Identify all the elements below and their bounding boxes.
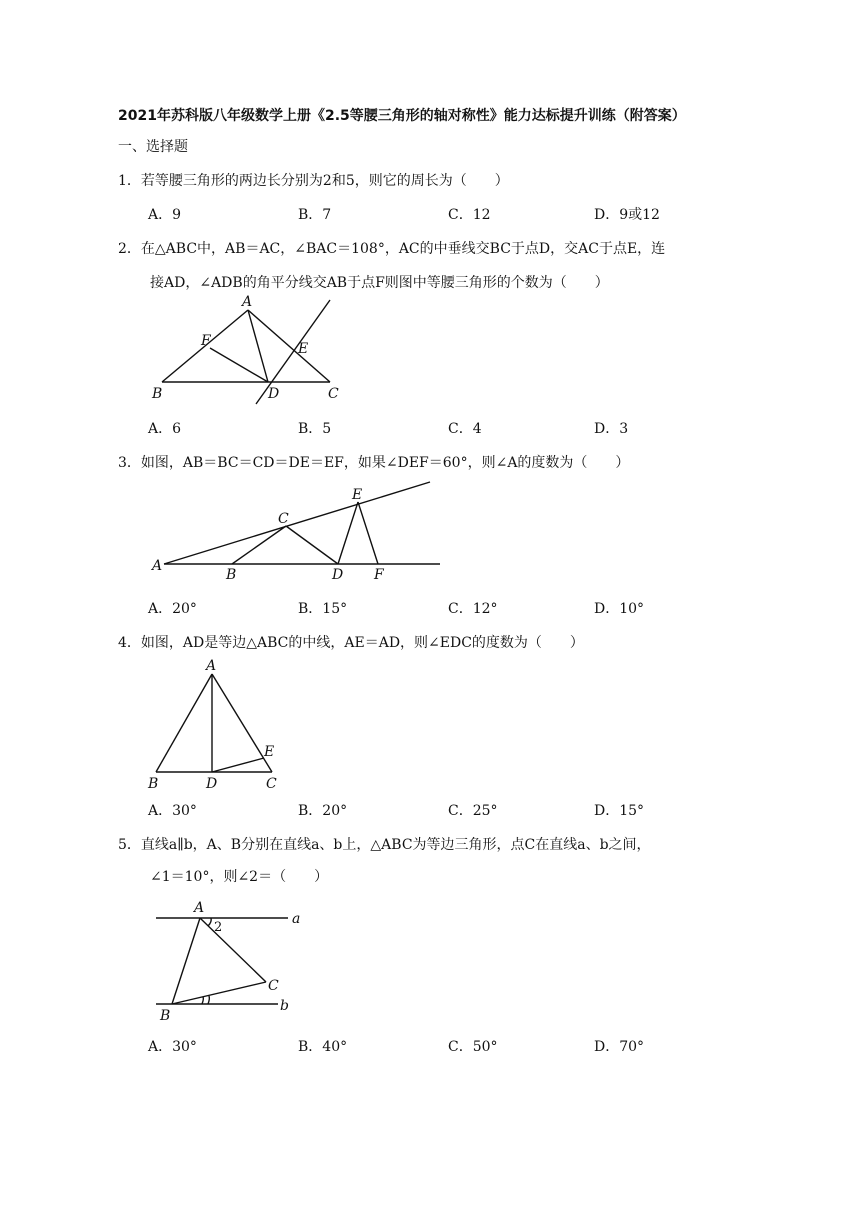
question-3-stem: 3．如图，AB＝BC＝CD＝DE＝EF，如果∠DEF＝60°，则∠A的度数为（ ） xyxy=(118,455,630,471)
q5-option-d[interactable]: D．70° xyxy=(594,1039,645,1055)
segment-ab xyxy=(172,918,200,1004)
question-1-stem: 1．若等腰三角形的两边长分别为2和5，则它的周长为（ ） xyxy=(118,173,509,189)
label-e: E xyxy=(264,744,275,760)
angle-1-arc-2 xyxy=(208,996,209,1004)
segment-ef xyxy=(358,502,378,564)
question-5-figure xyxy=(150,898,310,1028)
q2-option-c[interactable]: C．4 xyxy=(448,421,482,437)
label-d: D xyxy=(332,567,344,583)
label-a: A xyxy=(152,558,163,574)
q3-option-a[interactable]: A．20° xyxy=(148,601,197,617)
label-c: C xyxy=(268,978,279,994)
q2-option-a[interactable]: A．6 xyxy=(148,421,182,437)
q5-option-b[interactable]: B．40° xyxy=(298,1039,348,1055)
label-a: A xyxy=(242,294,253,310)
label-b: B xyxy=(226,567,237,583)
label-d: D xyxy=(268,386,280,402)
label-line-b: b xyxy=(280,998,289,1014)
q2-option-d[interactable]: D．3 xyxy=(594,421,629,437)
question-4-stem: 4．如图，AD是等边△ABC的中线，AE＝AD，则∠EDC的度数为（ ） xyxy=(118,635,584,651)
page-title: 2021年苏科版八年级数学上册《2.5等腰三角形的轴对称性》能力达标提升训练（附答案） xyxy=(118,108,686,124)
segment-de xyxy=(212,758,264,772)
label-e: E xyxy=(352,487,363,503)
q1-option-a[interactable]: A．9 xyxy=(148,207,182,223)
label-f: F xyxy=(201,333,211,349)
segment-cd xyxy=(286,526,338,564)
label-b: B xyxy=(148,776,159,792)
label-a: A xyxy=(206,658,217,674)
segment-ac xyxy=(248,310,330,382)
label-line-a: a xyxy=(292,911,301,927)
question-5-stem-line2: ∠1＝10°，则∠2＝（ ） xyxy=(150,869,329,885)
question-4-figure xyxy=(144,656,294,791)
label-a: A xyxy=(194,900,205,916)
segment-ac xyxy=(212,674,275,772)
label-c: C xyxy=(328,386,339,402)
segment-ad xyxy=(248,310,268,382)
q4-option-d[interactable]: D．15° xyxy=(594,803,645,819)
question-5-stem-line1: 5．直线a∥b，A、B分别在直线a、b上，△ABC为等边三角形，点C在直线a、b之间， xyxy=(118,837,651,853)
question-2-figure xyxy=(148,296,348,406)
q4-option-a[interactable]: A．30° xyxy=(148,803,197,819)
question-3-figure xyxy=(148,478,448,586)
label-c: C xyxy=(266,776,277,792)
q3-option-b[interactable]: B．15° xyxy=(298,601,348,617)
q4-option-b[interactable]: B．20° xyxy=(298,803,348,819)
label-b: B xyxy=(160,1008,171,1024)
segment-ab xyxy=(156,674,212,772)
q5-option-c[interactable]: C．50° xyxy=(448,1039,498,1055)
label-d: D xyxy=(206,776,218,792)
angle-1-arc xyxy=(202,997,203,1004)
label-angle-2: 2 xyxy=(214,920,223,935)
label-c: C xyxy=(278,511,289,527)
ray-ace xyxy=(164,482,430,564)
label-f: F xyxy=(374,567,384,583)
q5-option-a[interactable]: A．30° xyxy=(148,1039,197,1055)
q3-option-c[interactable]: C．12° xyxy=(448,601,498,617)
label-b: B xyxy=(152,386,163,402)
q1-option-d[interactable]: D．9或12 xyxy=(594,207,660,223)
label-e: E xyxy=(298,341,309,357)
q4-option-c[interactable]: C．25° xyxy=(448,803,498,819)
q3-option-d[interactable]: D．10° xyxy=(594,601,645,617)
question-2-stem-line2: 接AD，∠ADB的角平分线交AB于点F则图中等腰三角形的个数为（ ） xyxy=(150,275,609,291)
angle-2-arc xyxy=(208,918,211,926)
segment-de xyxy=(338,502,358,564)
q2-option-b[interactable]: B．5 xyxy=(298,421,332,437)
segment-bc xyxy=(172,982,266,1004)
q1-option-b[interactable]: B．7 xyxy=(298,207,332,223)
section-heading: 一、选择题 xyxy=(118,139,188,155)
segment-ac xyxy=(200,918,266,982)
question-2-stem-line1: 2．在△ABC中，AB＝AC，∠BAC＝108°，AC的中垂线交BC于点D，交AC于点E，连 xyxy=(118,241,666,257)
q1-option-c[interactable]: C．12 xyxy=(448,207,491,223)
segment-bc xyxy=(232,526,286,564)
